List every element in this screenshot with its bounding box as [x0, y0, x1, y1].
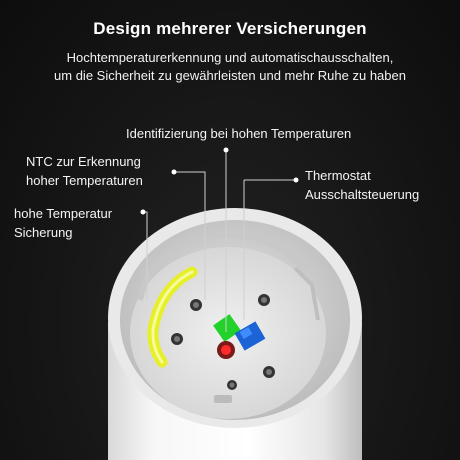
- page-title: Design mehrerer Versicherungen: [93, 19, 367, 38]
- label-thermostat-line1: Thermostat: [305, 168, 371, 183]
- callout-dot: [224, 148, 229, 153]
- subtitle-line-1: Hochtemperaturerkennung und automatischausschalten,: [66, 50, 394, 65]
- label-identification: Identifizierung bei hohen Temperaturen: [126, 126, 352, 141]
- callout-dot: [294, 178, 299, 183]
- label-fuse-line1: hohe Temperatur: [14, 206, 113, 221]
- subtitle-line-2: um die Sicherheit zu gewährleisten und mehr Ruhe zu haben: [54, 68, 406, 83]
- label-ntc-line2: hoher Temperaturen: [26, 173, 143, 188]
- label-ntc-line1: NTC zur Erkennung: [26, 154, 141, 169]
- label-fuse-line2: Sicherung: [14, 225, 73, 240]
- label-thermostat-line2: Ausschaltsteuerung: [305, 187, 420, 202]
- callout-dot: [172, 170, 177, 175]
- callout-dot: [141, 210, 146, 215]
